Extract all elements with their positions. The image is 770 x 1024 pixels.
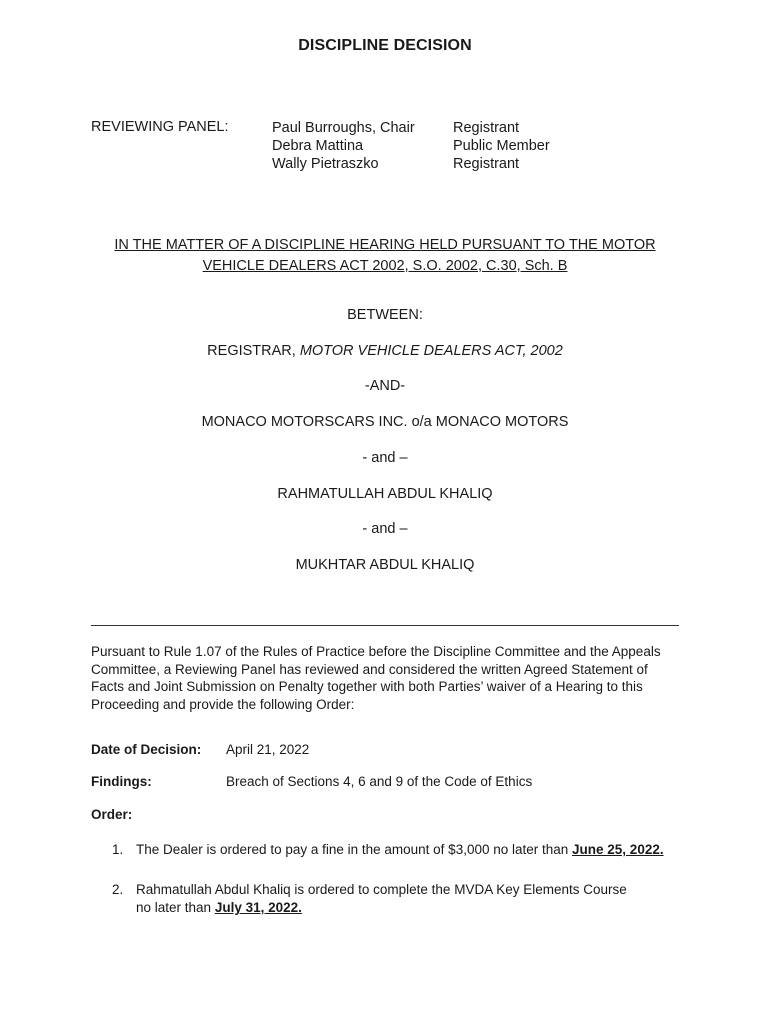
panel-member-role: Public Member xyxy=(453,138,550,154)
panel-member-name: Wally Pietraszko xyxy=(272,156,379,172)
order-deadline: June 25, 2022. xyxy=(572,842,664,857)
date-of-decision-label: Date of Decision: xyxy=(91,742,202,757)
panel-member-name: Debra Mattina xyxy=(272,138,364,154)
findings-value: Breach of Sections 4, 6 and 9 of the Code of Ethics xyxy=(226,774,533,789)
panel-member-role: Registrant xyxy=(453,156,520,172)
intro-line: Facts and Joint Submission on Penalty together with both Parties’ waiver of a Hearing to this xyxy=(91,679,643,694)
matter-line: IN THE MATTER OF A DISCIPLINE HEARING HELD PURSUANT TO THE MOTOR xyxy=(114,237,656,253)
matter-heading xyxy=(60,235,710,277)
order-label: Order: xyxy=(91,807,133,822)
and-separator: - and – xyxy=(362,450,408,466)
order-text-body: no later than xyxy=(136,900,215,915)
order-text-body: Rahmatullah Abdul Khaliq is ordered to complete the MVDA Key Elements Course xyxy=(136,882,627,897)
intro-line: Committee, a Reviewing Panel has reviewed and considered the written Agreed Statement of xyxy=(91,661,648,677)
order-number: 2. xyxy=(112,882,124,897)
panel-member-name: Paul Burroughs, Chair xyxy=(272,120,415,136)
order-deadline: July 31, 2022. xyxy=(214,900,302,915)
intro-line: Pursuant to Rule 1.07 of the Rules of Practice before the Discipline Committee and the Appeals xyxy=(91,644,661,659)
registrar-line xyxy=(0,343,770,359)
order-text-body: The Dealer is ordered to pay a fine in the amount of $3,000 no later than xyxy=(136,842,573,857)
party-dealer: MONACO MOTORSCARS INC. o/a MONACO MOTORS xyxy=(201,414,569,430)
order-text xyxy=(136,881,627,917)
party-rahmatullah: RAHMATULLAH ABDUL KHALIQ xyxy=(277,486,493,502)
order-text xyxy=(136,841,664,859)
between-label: BETWEEN: xyxy=(347,307,423,323)
matter-line: VEHICLE DEALERS ACT 2002, S.O. 2002, C.30, Sch. B xyxy=(202,258,568,274)
panel-label: REVIEWING PANEL: xyxy=(91,119,229,135)
and-separator: - and – xyxy=(362,521,408,537)
order-number: 1. xyxy=(112,842,124,857)
page-title: DISCIPLINE DECISION xyxy=(298,37,472,54)
registrar-act: MOTOR VEHICLE DEALERS ACT, 2002 xyxy=(299,343,563,359)
registrar-prefix: REGISTRAR, xyxy=(207,343,300,359)
party-mukhtar: MUKHTAR ABDUL KHALIQ xyxy=(295,557,475,573)
divider xyxy=(91,625,679,626)
date-of-decision-value: April 21, 2022 xyxy=(226,742,310,757)
panel-roles xyxy=(453,119,550,173)
panel-member-role: Registrant xyxy=(453,120,520,136)
panel-names xyxy=(272,119,415,173)
intro-paragraph xyxy=(91,643,691,713)
findings-label: Findings: xyxy=(91,774,152,789)
intro-line: Proceeding and provide the following Order: xyxy=(91,696,355,712)
and-separator: -AND- xyxy=(364,378,406,394)
